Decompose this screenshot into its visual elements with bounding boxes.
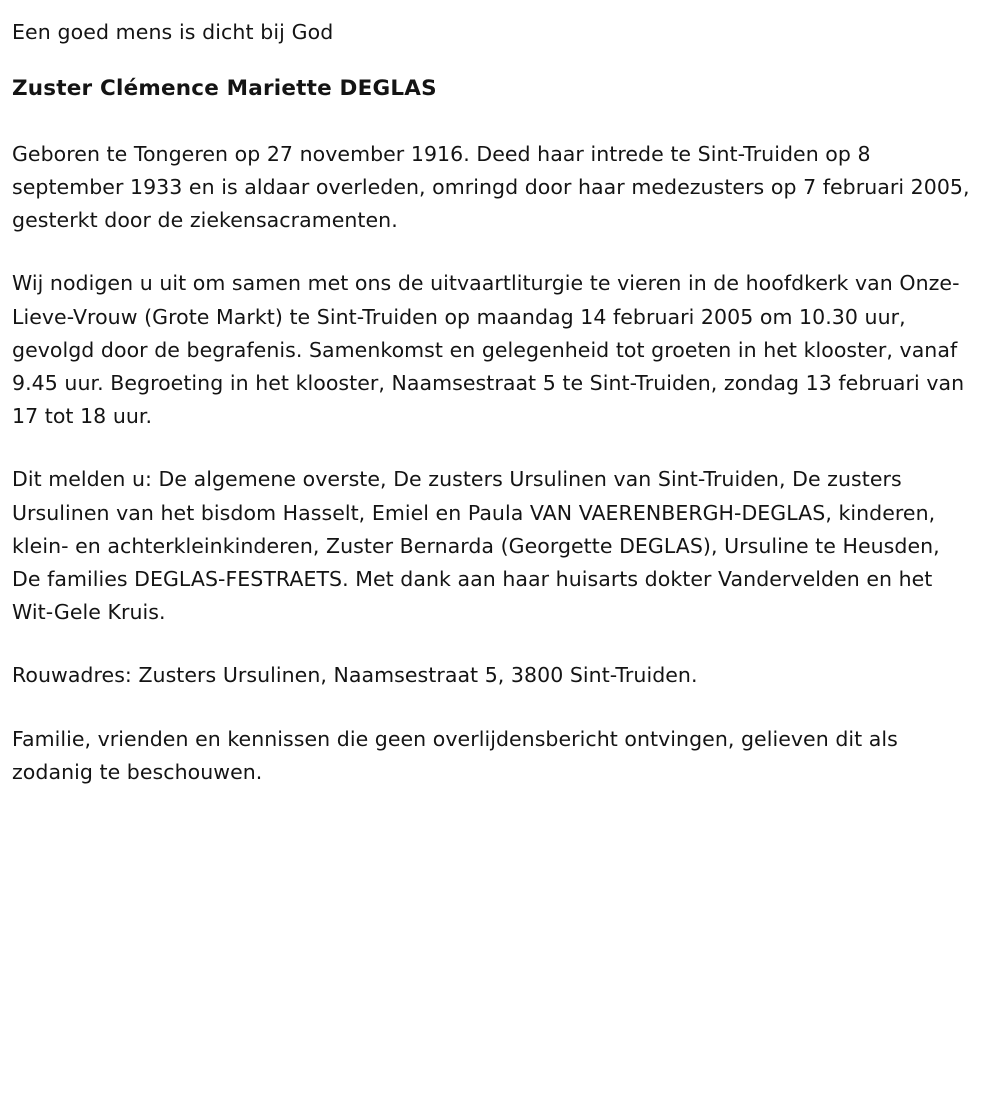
mourning-address-paragraph: Rouwadres: Zusters Ursulinen, Naamsestraat 5, 3800 Sint-Truiden. <box>12 663 698 688</box>
general-notice-paragraph: Familie, vrienden en kennissen die geen overlijdensbericht ontvingen, gelieven dit als zodanig te beschouwen. <box>12 726 898 784</box>
epitaph-line: Een goed mens is dicht bij God <box>12 20 334 44</box>
announcers-paragraph: Dit melden u: De algemene overste, De zusters Ursulinen van Sint-Truiden, De zusters Ursulinen van het bisdom Hasselt, Emiel en Paula VAN VAERENBERGH-DEGLAS, kinderen, klein- en achterkleinkinderen, Zuster Bernarda (Georgette DEGLAS), Ursuline te Heusden, De families DEGLAS-FESTRAETS. Met dank aan haar huisarts dokter Vandervelden en het Wit-Gele Kruis. <box>12 467 940 625</box>
funeral-invitation-paragraph: Wij nodigen u uit om samen met ons de uitvaartliturgie te vieren in de hoofdkerk van Onze-Lieve-Vrouw (Grote Markt) te Sint-Truiden op maandag 14 februari 2005 om 10.30 uur, gevolgd door de begrafenis. Samenkomst en gelegenheid tot groeten in het klooster, vanaf 9.45 uur. Begroeting in het klooster, Naamsestraat 5 te Sint-Truiden, zondag 13 februari van 17 tot 18 uur. <box>12 271 965 429</box>
birth-death-paragraph: Geboren te Tongeren op 27 november 1916. Deed haar intrede te Sint-Truiden op 8 september 1933 en is aldaar overleden, omringd door haar medezusters op 7 februari 2005, gesterkt door de ziekensacramenten. <box>12 141 970 233</box>
deceased-name: Zuster Clémence Mariette DEGLAS <box>12 75 437 101</box>
